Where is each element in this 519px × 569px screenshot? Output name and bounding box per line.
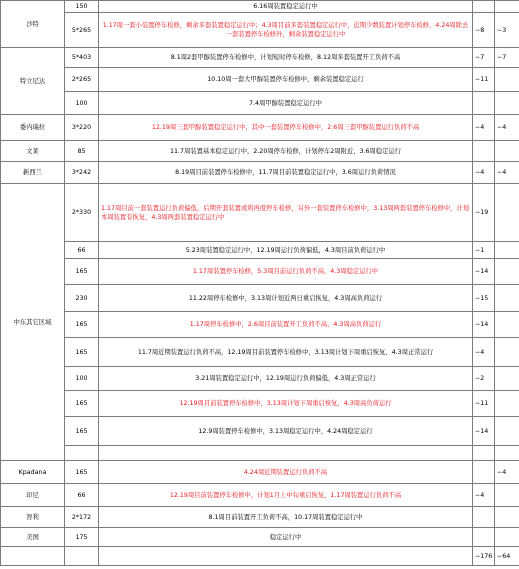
- change-value-cell: [495, 507, 519, 528]
- table-row: [1, 259, 519, 285]
- capacity-cell: 165: [65, 338, 99, 367]
- table-row: [1, 184, 519, 242]
- status-note-cell: 3.21周装置稳定运行中，12.19周运行负荷偏低，4.3周正常运行: [99, 367, 473, 391]
- capacity-cell: 2*265: [65, 68, 99, 92]
- change-value-cell: −4: [495, 162, 519, 184]
- region-cell: 委内瑞拉: [1, 115, 65, 141]
- status-note-cell: 11.22周停车检修中，3.13周计划近两日重启恢复，4.3周高负荷运行: [99, 285, 473, 312]
- loss-value-cell: [473, 507, 495, 528]
- change-value-cell: [495, 484, 519, 507]
- capacity-cell: 3*242: [65, 162, 99, 184]
- table-row: [1, 312, 519, 338]
- change-value-cell: [495, 338, 519, 367]
- table-row: [1, 115, 519, 141]
- change-value-cell: [495, 92, 519, 115]
- loss-value-cell: −176: [473, 547, 495, 566]
- status-note-cell: 4.24周近期装置运行负荷不高: [99, 461, 473, 484]
- table-row: [1, 367, 519, 391]
- status-note-cell: 8.19周目前装置停车检修中，11.7周目前装置稳定运行中，3.6周运行负荷情况: [99, 162, 473, 184]
- capacity-cell: 2*330: [65, 184, 99, 242]
- capacity-cell: 165: [65, 417, 99, 446]
- table-row: [1, 461, 519, 484]
- loss-value-cell: −14: [473, 417, 495, 446]
- loss-value-cell: [473, 461, 495, 484]
- capacity-cell: 85: [65, 141, 99, 162]
- change-value-cell: [495, 68, 519, 92]
- table-row: [1, 391, 519, 417]
- status-note-cell: 6.16周装置稳定运行中: [99, 1, 473, 13]
- change-value-cell: [495, 184, 519, 242]
- status-note-cell: 8.1周2套甲醇装置停车检修中，计划短时停车检修，8.12周多套装置开工负荷不高: [99, 48, 473, 68]
- loss-value-cell: −14: [473, 312, 495, 338]
- region-cell: 美国: [1, 528, 65, 547]
- change-value-cell: −64: [495, 547, 519, 566]
- change-value-cell: [495, 391, 519, 417]
- loss-value-cell: −15: [473, 285, 495, 312]
- table-row: [1, 417, 519, 446]
- region-cell: 印尼: [1, 484, 65, 507]
- status-note-cell: 12.19周三套甲醇装置稳定运行中，其中一套装置停车检修中，2.6周三套甲醇装置运行负荷不高: [99, 115, 473, 141]
- status-note-cell: 稳定运行中: [99, 528, 473, 547]
- change-value-cell: [495, 1, 519, 13]
- table-row: [1, 162, 519, 184]
- table-row: [1, 507, 519, 528]
- loss-value-cell: −2: [473, 367, 495, 391]
- change-value-cell: [495, 417, 519, 446]
- capacity-cell: 5*403: [65, 48, 99, 68]
- change-value-cell: [495, 367, 519, 391]
- loss-value-cell: −4: [473, 115, 495, 141]
- loss-value-cell: [473, 1, 495, 13]
- status-note-cell: 12.19周目前装置停车检修中，3.13周计划下周重启恢复，4.3周高负荷运行: [99, 391, 473, 417]
- loss-value-cell: [473, 528, 495, 547]
- loss-value-cell: −1: [473, 242, 495, 259]
- status-note-cell: 1.17周装置停车检修，5.3周目前运行负荷不高，4.3周稳定运行中: [99, 259, 473, 285]
- change-value-cell: −7: [495, 48, 519, 68]
- table-row: [1, 141, 519, 162]
- capacity-cell: [65, 446, 99, 461]
- capacity-cell: 66: [65, 484, 99, 507]
- table-row: [1, 528, 519, 547]
- region-cell: Kpadana: [1, 461, 65, 484]
- capacity-cell: 100: [65, 367, 99, 391]
- capacity-cell: 3*220: [65, 115, 99, 141]
- table-row: [1, 547, 519, 566]
- loss-value-cell: −8: [473, 13, 495, 48]
- table-row: [1, 484, 519, 507]
- loss-value-cell: [473, 92, 495, 115]
- region-cell: 新西兰: [1, 162, 65, 184]
- status-note-cell: 10.10周一套大甲醇装置停车检修中，剩余装置稳定运行: [99, 68, 473, 92]
- status-note-cell: 11.7周近期装置运行负荷不高，12.19周目前装置停车检修中，3.13周计划下周重启恢复，4.3周正常运行: [99, 338, 473, 367]
- capacity-cell: 165: [65, 259, 99, 285]
- status-note-cell: 11.7周装置基本稳定运行中，2.20周停车检修，计划停车2周附近，3.6周稳定运行: [99, 141, 473, 162]
- change-value-cell: −4: [495, 461, 519, 484]
- table-row: [1, 48, 519, 68]
- table-row: [1, 285, 519, 312]
- loss-value-cell: −4: [473, 484, 495, 507]
- region-cell: 沙特: [1, 1, 65, 48]
- status-note-cell: 8.1周目前装置开工负荷不高，10.17周装置稳定运行中: [99, 507, 473, 528]
- region-cell: 特立尼达: [1, 48, 65, 115]
- table-row: [1, 68, 519, 92]
- table-row: [1, 1, 519, 13]
- loss-value-cell: −14: [473, 259, 495, 285]
- table-row: [1, 338, 519, 367]
- status-note-cell: 5.23周装置稳定运行中，12.19周运行负荷偏低，4.3周目前负荷运行中: [99, 242, 473, 259]
- capacity-cell: 66: [65, 242, 99, 259]
- change-value-cell: −3: [495, 13, 519, 48]
- status-note-cell: 12.19周目前装置停车检修中，计划1月上中旬重启恢复，1.17周装置运行负荷不高: [99, 484, 473, 507]
- region-cell: 智利: [1, 507, 65, 528]
- change-value-cell: [495, 528, 519, 547]
- capacity-cell: 2*172: [65, 507, 99, 528]
- status-note-cell: 1.17周目前一套装置运行负荷偏低，后期开套装置或将再度停车检修，另外一套装置停车检修中，3.13周两套装置停车检修中，计划本周装置有恢复，4.3周两套装置稳定运行中: [99, 184, 473, 242]
- capacity-cell: 175: [65, 528, 99, 547]
- table-row: [1, 446, 519, 461]
- change-value-cell: [495, 446, 519, 461]
- capacity-cell: 5*265: [65, 13, 99, 48]
- change-value-cell: [495, 312, 519, 338]
- status-note-cell: [99, 547, 473, 566]
- loss-value-cell: −4: [473, 162, 495, 184]
- change-value-cell: [495, 259, 519, 285]
- capacity-cell: 165: [65, 461, 99, 484]
- capacity-cell: 165: [65, 391, 99, 417]
- status-note-cell: [99, 446, 473, 461]
- change-value-cell: [495, 141, 519, 162]
- loss-value-cell: [473, 446, 495, 461]
- change-value-cell: [495, 242, 519, 259]
- capacity-cell: 100: [65, 92, 99, 115]
- loss-value-cell: −19: [473, 184, 495, 242]
- status-note-cell: 1.17周一套小装置停车检修，剩余多套装置稳定运行中；4.3周目前多套装置稳定运行中，近期少数装置计划停车检修，4.24周除去一套装置停车检修外，剩余装置稳定运行中: [99, 13, 473, 48]
- table-row: [1, 92, 519, 115]
- status-note-cell: 7.4周甲醇装置稳定运行中: [99, 92, 473, 115]
- capacity-cell: [65, 547, 99, 566]
- region-cell: 文莱: [1, 141, 65, 162]
- loss-value-cell: −11: [473, 391, 495, 417]
- loss-value-cell: −4: [473, 338, 495, 367]
- capacity-cell: 230: [65, 285, 99, 312]
- loss-value-cell: [473, 141, 495, 162]
- capacity-cell: 150: [65, 1, 99, 13]
- loss-value-cell: −7: [473, 48, 495, 68]
- status-note-cell: 1.17周停车检修中，2.6周目前装置开工负荷不高，4.3周高负荷运行: [99, 312, 473, 338]
- table-row: [1, 242, 519, 259]
- change-value-cell: [495, 285, 519, 312]
- capacity-cell: 165: [65, 312, 99, 338]
- status-note-cell: 12.9周装置停车检修中，3.13周稳定运行中，4.24周稳定运行: [99, 417, 473, 446]
- table-row: [1, 13, 519, 48]
- change-value-cell: −4: [495, 115, 519, 141]
- table-body: [1, 1, 519, 566]
- region-cell: [1, 547, 65, 566]
- region-cell: 中东其它区域: [1, 184, 65, 461]
- loss-value-cell: −11: [473, 68, 495, 92]
